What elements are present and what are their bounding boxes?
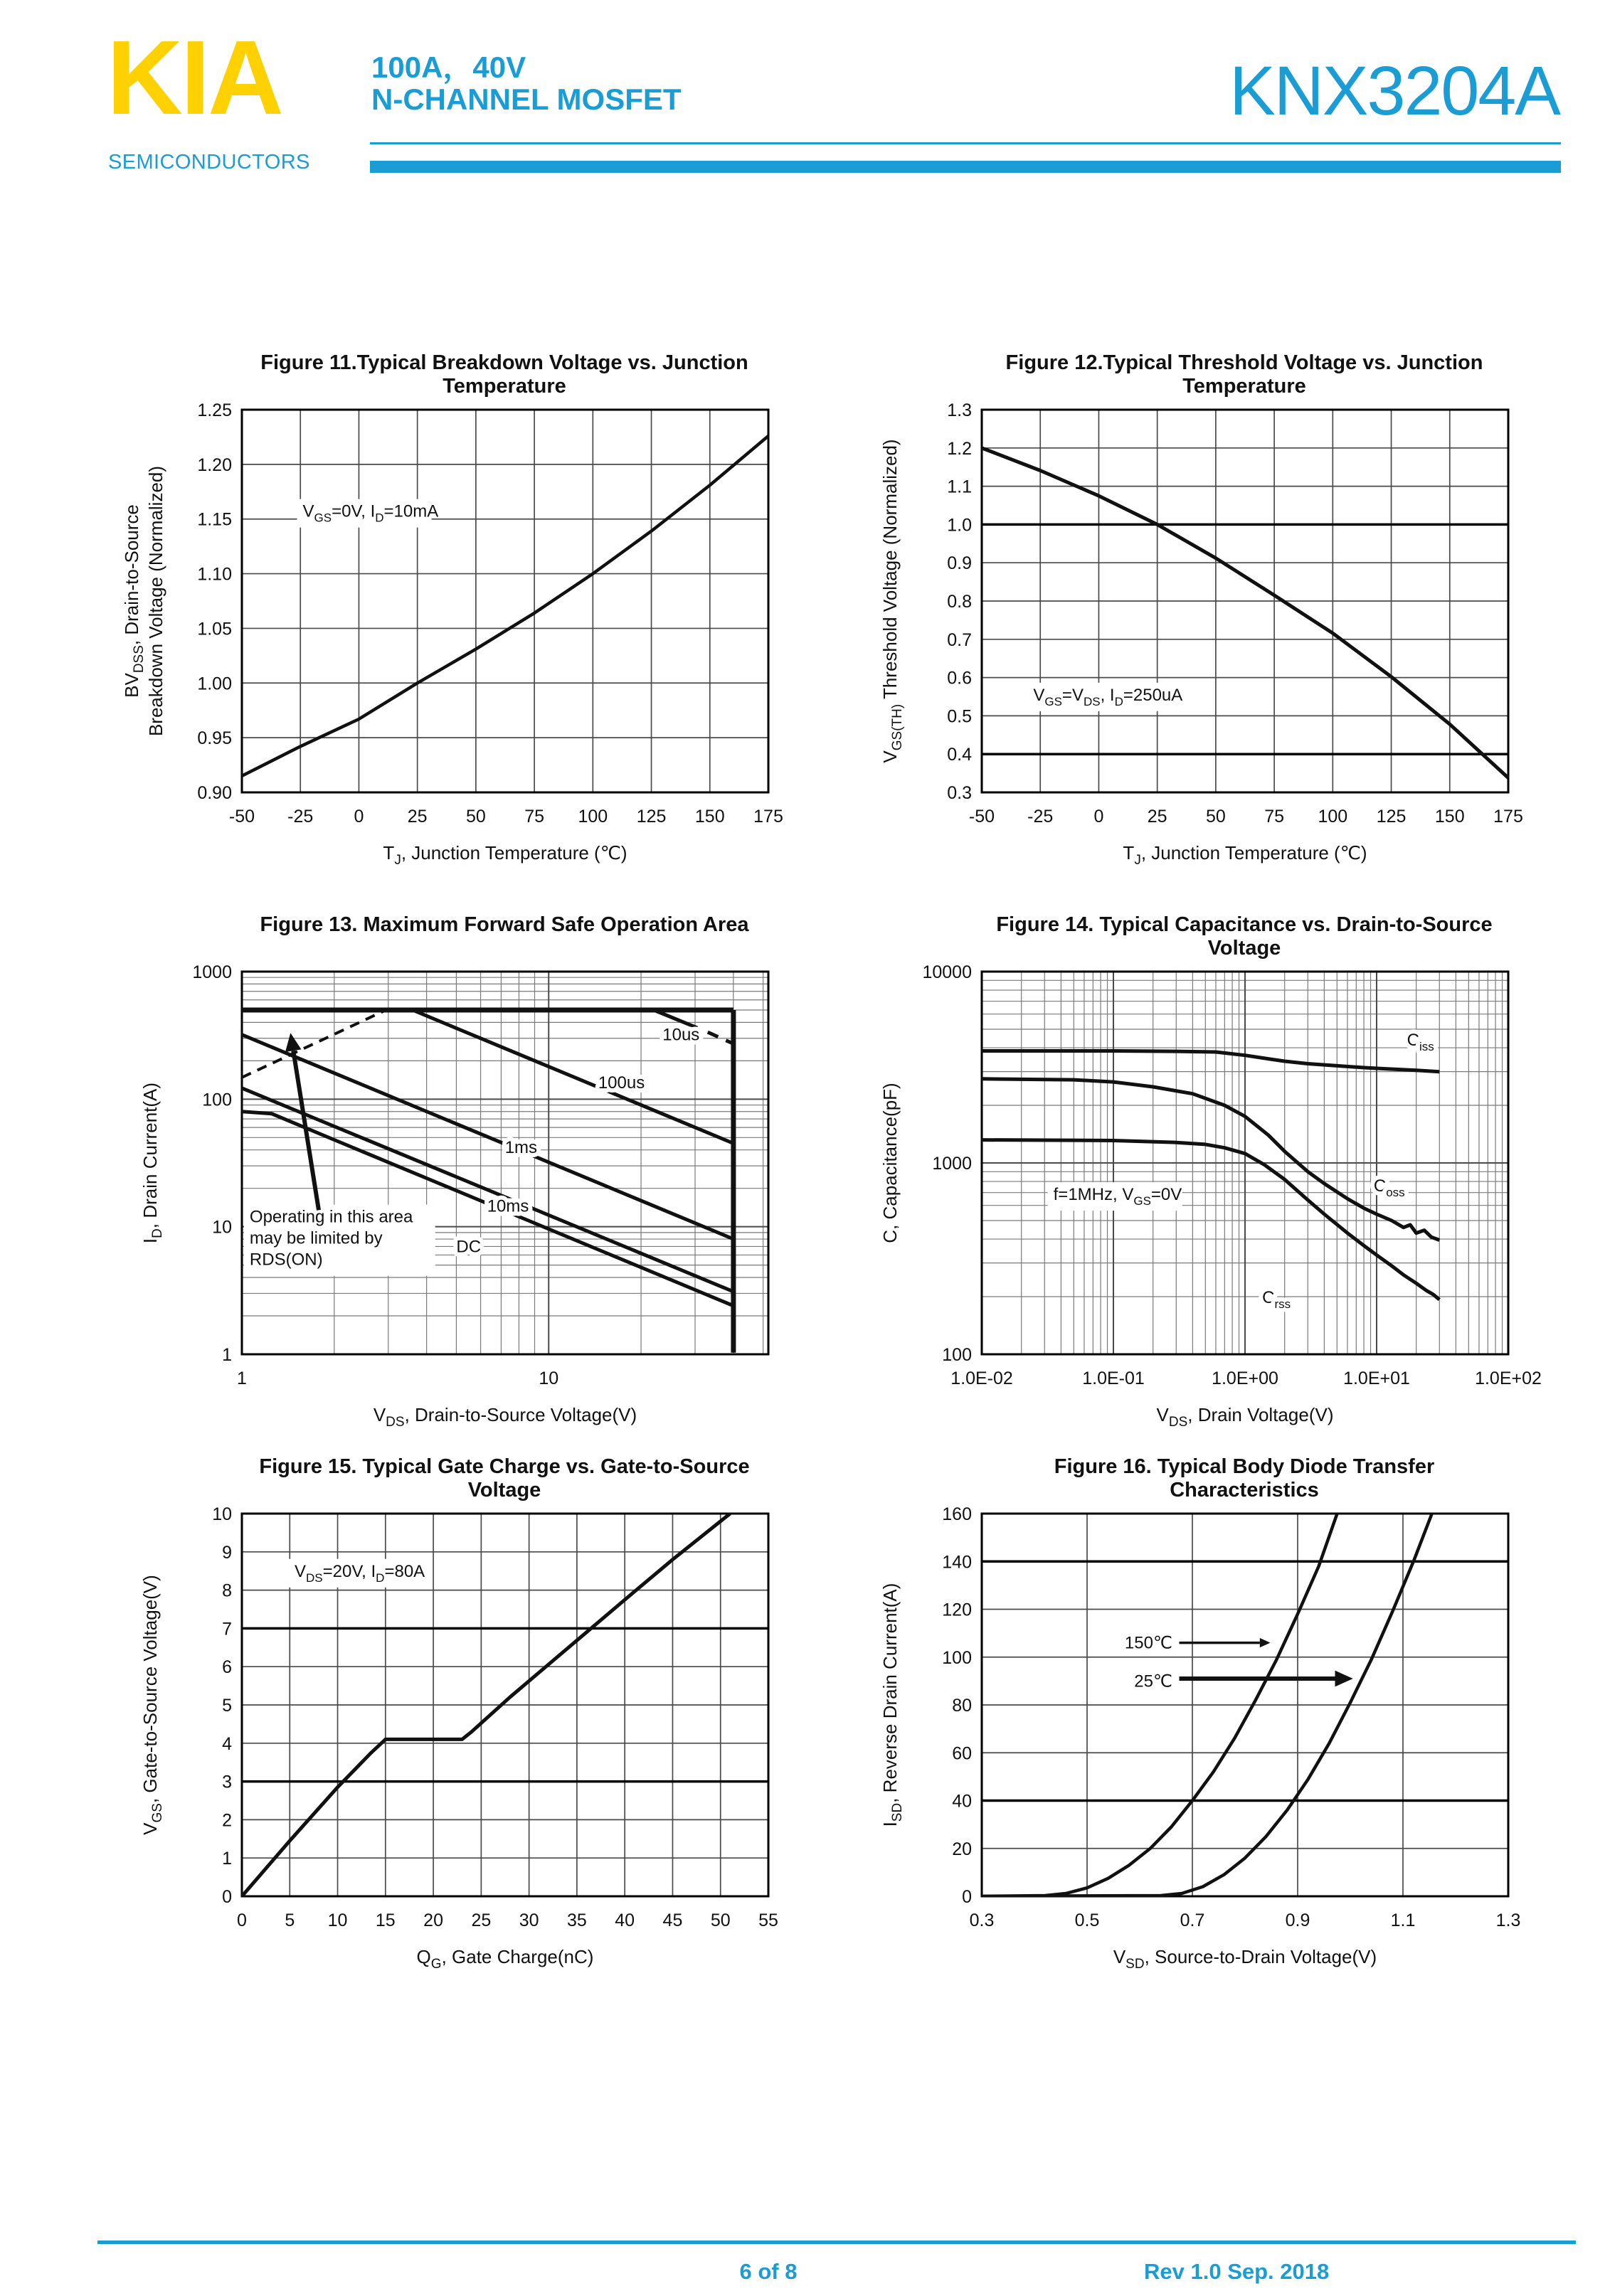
x-tick-label: 0.3 (969, 1910, 995, 1930)
x-tick-label: 100 (578, 807, 608, 827)
x-axis-label: $V_{DS}$, Drain-to-Source Voltage(V) (373, 1404, 637, 1430)
y-tick-label: 2 (222, 1810, 232, 1831)
y-tick-label: 1 (222, 1345, 232, 1365)
y-axis-label: C, Capacitance(pF) (879, 1083, 901, 1243)
x-tick-label: 20 (423, 1910, 443, 1930)
plot-border (242, 410, 768, 792)
y-tick-label: 0 (222, 1887, 232, 1907)
curve-label: 150℃ (1124, 1633, 1172, 1653)
figure-14-figure (839, 913, 1565, 1468)
x-axis-label: $V_{DS}$, Drain Voltage(V) (1156, 1404, 1334, 1430)
series-threshold-voltage (982, 448, 1508, 778)
figure-12-plot (839, 398, 1565, 896)
figure-15-plot (100, 1502, 825, 2000)
y-axis-label: Breakdown Voltage (Normalized) (145, 465, 166, 737)
x-tick-label: 125 (636, 807, 667, 827)
y-tick-label: 100 (942, 1647, 972, 1668)
x-tick-label: 1.0E-02 (950, 1368, 1013, 1388)
x-tick-label: 150 (694, 807, 725, 827)
figure-16-figure (839, 1455, 1565, 2010)
x-axis-label: $Q_G$, Gate Charge(nC) (416, 1946, 594, 1972)
figure-14-condition-label: f=1MHz, $V_{GS}=0V$ (1053, 1185, 1182, 1208)
y-axis-label: $V_{GS(TH)}$ Threshold Voltage (Normalized) (879, 439, 905, 763)
x-tick-label: -50 (968, 807, 995, 827)
y-tick-label: 120 (942, 1600, 972, 1620)
y-tick-label: 10 (212, 1217, 232, 1238)
x-tick-label: 0.9 (1285, 1910, 1310, 1930)
y-tick-label: 1.3 (947, 400, 972, 420)
y-tick-label: 0.6 (947, 668, 972, 689)
y-tick-label: 40 (952, 1791, 972, 1812)
curve-label: 25℃ (1134, 1671, 1172, 1691)
y-tick-label: 1.00 (197, 674, 232, 694)
y-tick-label: 1.05 (197, 619, 232, 639)
x-axis-label: $V_{SD}$, Source-to-Drain Voltage(V) (1113, 1946, 1377, 1972)
figure-11-title: Figure 11.Typical Breakdown Voltage vs. Junction Temperature (260, 351, 748, 398)
x-tick-label: 5 (285, 1910, 295, 1930)
x-tick-label: 50 (465, 807, 486, 827)
y-tick-label: 0.8 (947, 592, 972, 612)
y-tick-label: 1.15 (197, 509, 232, 530)
figure-15-title: Figure 15. Typical Gate Charge vs. Gate-to-Source Voltage (259, 1455, 750, 1502)
y-tick-label: 0.95 (197, 728, 232, 749)
footer-rule (97, 2241, 1576, 2244)
figure-12-figure (839, 351, 1565, 906)
series-breakdown-voltage (242, 436, 768, 776)
x-tick-label: 25 (407, 807, 428, 827)
figure-13-condition-label: may be limited by (249, 1228, 383, 1248)
y-tick-label: 6 (222, 1657, 232, 1678)
x-tick-label: 25 (471, 1910, 492, 1930)
y-tick-label: 0.7 (947, 629, 972, 650)
figure-14-plot (839, 960, 1565, 1458)
y-tick-label: 1 (222, 1849, 232, 1869)
y-tick-label: 1.1 (947, 477, 972, 497)
kia-logo-subtext: SEMICONDUCTORS (108, 151, 310, 174)
y-tick-label: 4 (222, 1733, 232, 1754)
x-tick-label: 0 (237, 1910, 247, 1930)
curve-label: $C_{rss}$ (1262, 1288, 1291, 1312)
figure-14-title: Figure 14. Typical Capacitance vs. Drain-to-Source Voltage (996, 913, 1493, 960)
x-tick-label: 10 (539, 1368, 559, 1388)
y-tick-label: 100 (942, 1345, 972, 1365)
part-number: KNX3204A (1229, 52, 1559, 129)
y-tick-label: 1000 (932, 1154, 972, 1174)
y-axis-label: $I_{SD}$, Reverse Drain Current(A) (879, 1583, 905, 1827)
y-tick-label: 10 (212, 1504, 232, 1524)
y-tick-label: 5 (222, 1696, 232, 1716)
kia-logo: KIA (107, 19, 282, 137)
x-tick-label: 0 (354, 807, 364, 827)
y-tick-label: 20 (952, 1839, 972, 1859)
x-tick-label: 1.0E+00 (1212, 1368, 1278, 1388)
y-tick-label: 1.2 (947, 438, 972, 459)
revision-label: Rev 1.0 Sep. 2018 (1144, 2259, 1330, 2284)
y-tick-label: 9 (222, 1542, 232, 1563)
figure-15-figure (100, 1455, 825, 2010)
x-tick-label: -25 (1027, 807, 1054, 827)
y-tick-label: 60 (952, 1743, 972, 1764)
x-tick-label: -50 (228, 807, 255, 827)
curve-label: 100us (598, 1073, 645, 1093)
header-rule-thick (370, 161, 1561, 173)
y-axis-label: $V_{GS}$, Gate-to-Source Voltage(V) (139, 1575, 165, 1835)
annotation-arrowhead (1260, 1638, 1271, 1647)
device-type: N-CHANNEL MOSFET (371, 83, 682, 116)
x-tick-label: 175 (1493, 807, 1523, 827)
annotation-arrowhead (1335, 1671, 1353, 1687)
page-number: 6 of 8 (739, 2259, 798, 2284)
x-tick-label: 1.0E-01 (1082, 1368, 1145, 1388)
x-tick-label: 10 (327, 1910, 348, 1930)
y-tick-label: 1.0 (947, 515, 972, 536)
figure-16-title: Figure 16. Typical Body Diode Transfer Characteristics (1054, 1455, 1435, 1502)
x-tick-label: 1.1 (1390, 1910, 1416, 1930)
y-tick-label: 1.10 (197, 564, 232, 585)
curve-label: 1ms (504, 1137, 538, 1157)
figure-13-plot (100, 960, 825, 1458)
x-axis-label: $T_J$, Junction Temperature (℃) (1123, 842, 1367, 868)
y-tick-label: 0.90 (197, 783, 232, 803)
y-tick-label: 0.5 (947, 706, 972, 727)
x-tick-label: 0.5 (1074, 1910, 1100, 1930)
x-tick-label: 0 (1093, 807, 1104, 827)
x-tick-label: 125 (1376, 807, 1407, 827)
figure-12-condition-label: $V_{GS}=V_{DS}$, $I_D=250uA$ (1033, 685, 1183, 708)
x-tick-label: 1.0E+02 (1475, 1368, 1542, 1388)
y-tick-label: 8 (222, 1580, 232, 1601)
curve-label: $C_{iss}$ (1407, 1030, 1434, 1053)
x-tick-label: 30 (519, 1910, 539, 1930)
x-tick-label: 15 (375, 1910, 396, 1930)
annotation-arrowhead (285, 1033, 302, 1052)
y-tick-label: 7 (222, 1619, 232, 1639)
y-tick-label: 0.9 (947, 553, 972, 574)
figure-11-plot (100, 398, 825, 896)
x-tick-label: 1.0E+01 (1343, 1368, 1410, 1388)
x-tick-label: 1 (237, 1368, 247, 1388)
x-tick-label: 50 (710, 1910, 731, 1930)
y-tick-label: 140 (942, 1552, 972, 1573)
curve-label: $C_{oss}$ (1373, 1176, 1405, 1200)
x-tick-label: 75 (1264, 807, 1285, 827)
x-tick-label: 50 (1205, 807, 1226, 827)
curve-label: 10ms (487, 1196, 529, 1216)
x-tick-label: 175 (753, 807, 783, 827)
x-tick-label: 75 (524, 807, 545, 827)
header-rule-thin (370, 142, 1561, 144)
figure-15-condition-label: $V_{DS}=20V$, $I_D=80A$ (295, 1561, 425, 1585)
figure-13-title: Figure 13. Maximum Forward Safe Operation Area (260, 913, 749, 936)
y-tick-label: 1.25 (197, 400, 232, 420)
figure-13-condition-label: Operating in this area (249, 1207, 413, 1227)
y-tick-label: 100 (202, 1090, 232, 1110)
curve-label: DC (456, 1237, 482, 1257)
y-tick-label: 0.3 (947, 783, 972, 803)
figure-13-condition-label: RDS(ON) (249, 1250, 323, 1270)
figure-11-condition-label: $V_{GS}=0V$, $I_D=10mA$ (302, 501, 439, 525)
y-tick-label: 0 (962, 1887, 972, 1907)
y-axis-label: $BV_{DSS}$, Drain-to-Source (121, 504, 147, 698)
y-tick-label: 1000 (192, 962, 232, 982)
x-tick-label: 40 (615, 1910, 635, 1930)
x-tick-label: 0.7 (1180, 1910, 1205, 1930)
y-axis-label: $I_D$, Drain Current(A) (139, 1082, 165, 1244)
x-axis-label: $T_J$, Junction Temperature (℃) (383, 842, 627, 868)
x-tick-label: -25 (287, 807, 314, 827)
curve-label: 10us (662, 1025, 700, 1045)
x-tick-label: 25 (1147, 807, 1167, 827)
figure-11-figure (100, 351, 825, 906)
x-tick-label: 55 (758, 1910, 778, 1930)
figure-12-title: Figure 12.Typical Threshold Voltage vs. Junction Temperature (1005, 351, 1483, 398)
y-tick-label: 1.20 (197, 455, 232, 475)
figure-16-plot (839, 1502, 1565, 2000)
x-tick-label: 45 (662, 1910, 683, 1930)
x-tick-label: 100 (1318, 807, 1348, 827)
x-tick-label: 150 (1434, 807, 1465, 827)
y-tick-label: 160 (942, 1504, 972, 1524)
x-tick-label: 35 (567, 1910, 587, 1930)
device-rating: 100A，40V (371, 51, 526, 84)
y-tick-label: 10000 (922, 962, 972, 982)
y-tick-label: 80 (952, 1696, 972, 1716)
y-tick-label: 0.4 (947, 745, 972, 765)
y-tick-label: 3 (222, 1772, 232, 1792)
x-tick-label: 1.3 (1495, 1910, 1521, 1930)
figure-13-figure (100, 913, 825, 1468)
